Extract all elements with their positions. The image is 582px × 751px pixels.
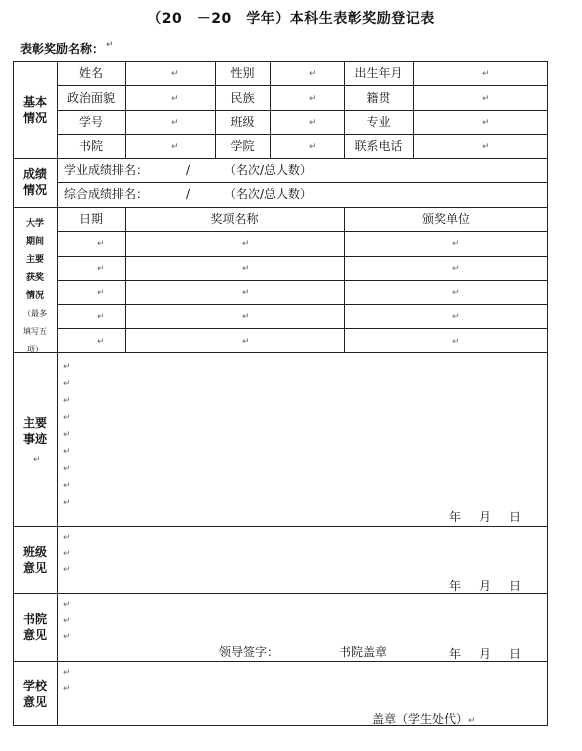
label-ethnicity: 民族	[230, 91, 255, 105]
rank-slash: /	[186, 163, 191, 177]
date-line: 年 月 日	[449, 579, 522, 593]
form-title: （20 －20 学年）本科生表彰奖励登记表	[147, 11, 435, 27]
col-date: 日期	[78, 212, 103, 226]
rank-slash: /	[186, 187, 191, 201]
rank-note: （名次/总人数）	[224, 163, 313, 177]
award-name-label: 表彰奖励名称： ↵	[20, 40, 114, 56]
date-line: 年 月 日	[449, 510, 522, 524]
label-school: 学院	[230, 139, 255, 153]
section-class-opinion: 班级 意见	[22, 545, 47, 575]
section-basic-info: 基本 情况	[22, 95, 47, 125]
label-phone: 联系电话	[354, 139, 403, 153]
label-academic-rank: 学业成绩排名：	[64, 163, 149, 177]
leader-signature-label: 领导签字：	[219, 645, 280, 659]
date-line: 年 月 日	[449, 647, 522, 661]
rank-note: （名次/总人数）	[224, 187, 313, 201]
col-issuer: 颁奖单位	[421, 212, 470, 226]
label-major: 专业	[366, 115, 391, 129]
section-grades: 成绩 情况	[22, 167, 47, 197]
school-stamp-label: 盖章（学生处代）↵	[372, 712, 476, 726]
form-table	[13, 61, 548, 726]
label-overall-rank: 综合成绩排名：	[64, 187, 149, 201]
label-birth: 出生年月	[354, 66, 403, 80]
college-stamp-label: 书院盖章	[339, 645, 388, 659]
col-award-name: 奖项名称	[210, 212, 259, 226]
section-awards: 大学 期间 主要 获奖 情况 （最多 填写五 项）	[23, 219, 47, 354]
label-native-place: 籍贯	[366, 91, 391, 105]
section-main-deeds: 主要 事迹	[22, 416, 47, 446]
label-name: 姓名	[78, 66, 103, 80]
label-class: 班级	[230, 115, 255, 129]
label-student-id: 学号	[78, 115, 103, 129]
label-residential-college: 书院	[78, 139, 103, 153]
label-political-status: 政治面貌	[66, 91, 115, 105]
section-college-opinion: 书院 意见	[22, 612, 47, 642]
label-gender: 性别	[230, 66, 255, 80]
section-school-opinion: 学校 意见	[22, 679, 47, 709]
